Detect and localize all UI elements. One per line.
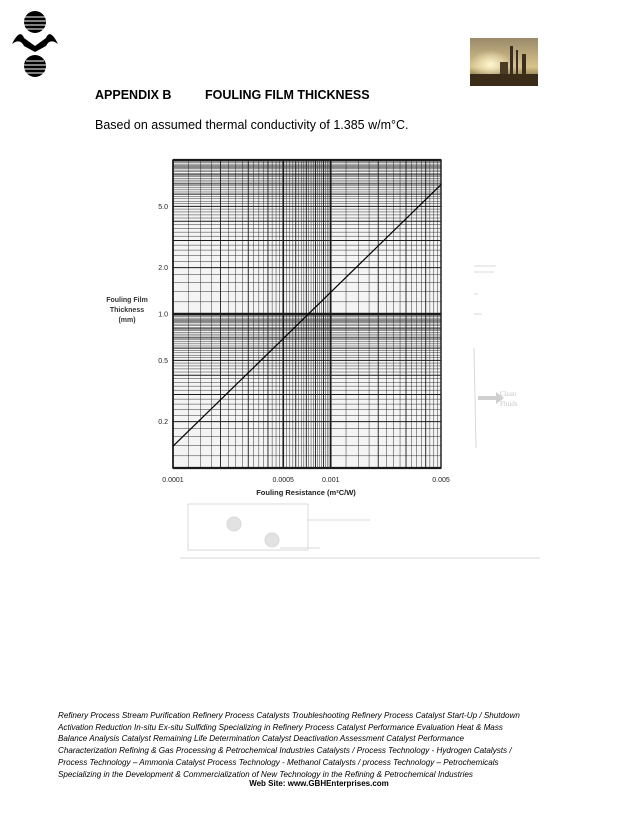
y-tick-label: 2.0 (158, 265, 168, 273)
y-axis-label: Thickness (109, 307, 145, 314)
website-link[interactable]: Web Site: www.GBHEnterprises.com (249, 779, 389, 788)
x-tick-label: 0.005 (432, 477, 450, 484)
svg-text:Fluids: Fluids (500, 400, 518, 408)
footer-line: Balance Analysis Catalyst Remaining Life Determination Catalyst Deactivation Assessment Catalyst Performance (58, 734, 465, 744)
y-tick-label: 1.0 (158, 311, 168, 319)
footer-line: Process Technology – Ammonia Catalyst Process Technology - Methanol Catalysts / process Technology – Petrochemicals (58, 757, 499, 767)
y-tick-label: 0.5 (158, 357, 168, 365)
appendix-label: APPENDIX B (95, 88, 172, 102)
y-tick-label: 5.0 (158, 203, 168, 211)
page-title: FOULING FILM THICKNESS (205, 88, 370, 102)
footer-line: Refinery Process Stream Purification Refinery Process Catalysts Troubleshooting Refinery Process Catalyst Start-Up / Shutdown (58, 711, 520, 720)
footer-services (58, 710, 558, 780)
footer-line: Activation Reduction In-situ Ex-situ Sulfiding Specializing in Refinery Process Catalyst Performance Evaluation Heat & Mass (58, 722, 503, 732)
y-axis-label: Fouling Film (106, 297, 148, 304)
x-tick-label: 0.0005 (272, 477, 294, 484)
x-axis-label: Fouling Resistance (m²C/W) (256, 488, 356, 497)
basis-text: Based on assumed thermal conductivity of 1.385 w/m°C. (95, 118, 409, 132)
footer-line: Characterization Refining & Gas Processing & Petrochemical Industries Catalysts / Process Technology - Hydrogen Catalysts / (58, 746, 512, 756)
footer-line: Specializing in the Development & Commercialization of New Technology in the Refining & Petrochemical Industries (58, 769, 473, 779)
company-logo-icon (10, 8, 60, 80)
fouling-chart (95, 150, 485, 500)
y-axis-label: (mm) (118, 317, 136, 324)
refinery-photo (470, 38, 538, 86)
x-tick-label: 0.0001 (162, 477, 184, 484)
scan-ghost-right (468, 258, 528, 458)
scan-ghost-bottom (180, 500, 540, 562)
chart-grid (173, 160, 441, 468)
ghost-clean-fluids: Clean (500, 390, 517, 398)
x-tick-label: 0.001 (321, 477, 340, 484)
y-tick-label: 0.2 (158, 419, 168, 427)
